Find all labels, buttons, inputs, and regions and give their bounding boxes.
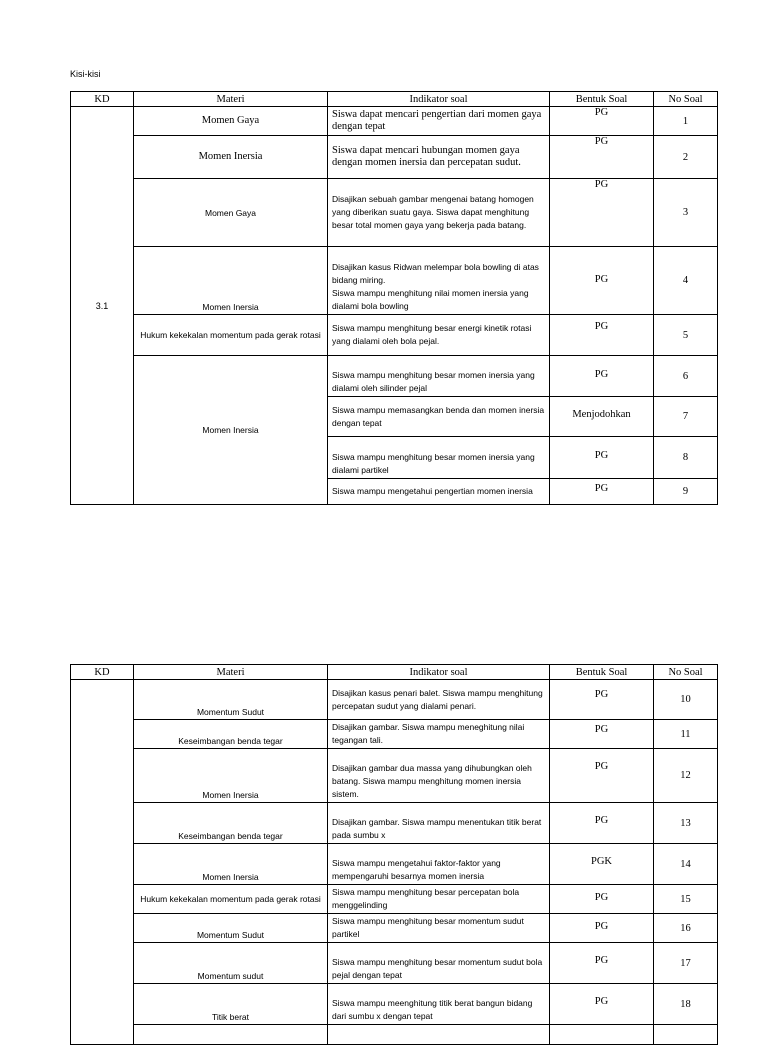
table-row [71, 136, 718, 179]
no-cell: 7 [654, 397, 718, 437]
no-cell: 18 [654, 984, 718, 1025]
table-row [71, 247, 718, 315]
indikator-cell: Disajikan gambar. Siswa mampu meneghitung nilai tegangan tali. [328, 720, 550, 749]
no-cell: 5 [654, 315, 718, 356]
materi-cell [134, 1025, 328, 1045]
materi-cell: Momentum sudut [134, 943, 328, 984]
table-row [71, 720, 718, 749]
no-cell: 4 [654, 247, 718, 315]
header-indikator: Indikator soal [328, 665, 550, 680]
indikator-cell: Siswa dapat mencari pengertian dari momen gaya dengan tepat [328, 107, 550, 136]
bentuk-cell: PG [550, 247, 654, 315]
indikator-cell: Siswa mampu menghitung besar momen inersia yang dialami oleh silinder pejal [328, 356, 550, 397]
bentuk-cell: PG [550, 803, 654, 844]
materi-cell: Keseimbangan benda tegar [134, 720, 328, 749]
no-cell: 3 [654, 179, 718, 247]
bentuk-cell: PG [550, 914, 654, 943]
kisi-kisi-table-2 [70, 664, 718, 1045]
no-cell: 8 [654, 437, 718, 479]
no-cell: 11 [654, 720, 718, 749]
indikator-cell: Siswa mampu meenghitung titik berat bangun bidang dari sumbu x dengan tepat [328, 984, 550, 1025]
indikator-cell [328, 1025, 550, 1045]
table-row [71, 1025, 718, 1045]
indikator-cell: Disajikan kasus penari balet. Siswa mampu menghitung percepatan sudut yang dialami penari. [328, 680, 550, 720]
materi-cell: Momen Gaya [134, 107, 328, 136]
table-row [71, 844, 718, 885]
header-bentuk-soal: Bentuk Soal [550, 665, 654, 680]
no-cell: 12 [654, 749, 718, 803]
bentuk-cell: PG [550, 749, 654, 803]
table-row [71, 803, 718, 844]
no-cell: 14 [654, 844, 718, 885]
materi-cell: Momen Inersia [134, 136, 328, 179]
indikator-cell: Disajikan gambar dua massa yang dihubungkan oleh batang. Siswa mampu menghitung momen inersia sistem. [328, 749, 550, 803]
document-caption: Kisi-kisi [70, 69, 101, 79]
no-cell: 15 [654, 885, 718, 914]
kisi-kisi-table-1 [70, 91, 718, 505]
bentuk-cell: PG [550, 136, 654, 179]
no-cell: 16 [654, 914, 718, 943]
materi-cell: Momen Inersia [134, 844, 328, 885]
bentuk-cell: PG [550, 680, 654, 720]
table-row [71, 179, 718, 247]
materi-cell: Hukum kekekalan momentum pada gerak rotasi [134, 315, 328, 356]
header-kd: KD [71, 665, 134, 680]
materi-cell: Keseimbangan benda tegar [134, 803, 328, 844]
materi-cell: Momen Inersia [134, 247, 328, 315]
bentuk-cell: PG [550, 315, 654, 356]
indikator-cell: Siswa mampu mengetahui faktor-faktor yang mempengaruhi besarnya momen inersia [328, 844, 550, 885]
no-cell: 13 [654, 803, 718, 844]
table-header-row [71, 665, 718, 680]
no-cell: 10 [654, 680, 718, 720]
indikator-cell: Siswa mampu mengetahui pengertian momen inersia [328, 479, 550, 505]
header-no-soal: No Soal [654, 665, 718, 680]
header-materi: Materi [134, 92, 328, 107]
bentuk-cell: PG [550, 356, 654, 397]
indikator-cell: Siswa mampu menghitung besar percepatan bola menggelinding [328, 885, 550, 914]
table-row [71, 680, 718, 720]
no-cell: 17 [654, 943, 718, 984]
materi-cell: Momentum Sudut [134, 680, 328, 720]
bentuk-cell: PG [550, 943, 654, 984]
indikator-cell: Disajikan sebuah gambar mengenai batang homogen yang diberikan suatu gaya. Siswa dapat menghitung besar total momen gaya yang bekerja pada batang. [328, 179, 550, 247]
bentuk-cell: PG [550, 885, 654, 914]
bentuk-cell [550, 1025, 654, 1045]
header-materi: Materi [134, 665, 328, 680]
no-cell: 1 [654, 107, 718, 136]
indikator-cell: Siswa mampu memasangkan benda dan momen inersia dengan tepat [328, 397, 550, 437]
table-row [71, 315, 718, 356]
no-cell: 2 [654, 136, 718, 179]
table-row [71, 749, 718, 803]
materi-cell: Momentum Sudut [134, 914, 328, 943]
indikator-cell: Disajikan gambar. Siswa mampu menentukan titik berat pada sumbu x [328, 803, 550, 844]
bentuk-cell: PG [550, 107, 654, 136]
table-row [71, 885, 718, 914]
table-row [71, 984, 718, 1025]
materi-cell: Momen Gaya [134, 179, 328, 247]
table-header-row [71, 92, 718, 107]
indikator-cell: Siswa mampu menghitung besar momentum sudut bola pejal dengan tepat [328, 943, 550, 984]
materi-cell: Momen Inersia [134, 749, 328, 803]
no-cell [654, 1025, 718, 1045]
header-no-soal: No Soal [654, 92, 718, 107]
table-row [71, 356, 718, 397]
kd-cell: 3.1 [71, 107, 134, 505]
indikator-cell: Siswa dapat mencari hubungan momen gaya dengan momen inersia dan percepatan sudut. [328, 136, 550, 179]
no-cell: 9 [654, 479, 718, 505]
bentuk-cell: PG [550, 179, 654, 247]
header-bentuk-soal: Bentuk Soal [550, 92, 654, 107]
header-indikator: Indikator soal [328, 92, 550, 107]
table-row [71, 943, 718, 984]
indikator-cell: Siswa mampu menghitung besar momentum sudut partikel [328, 914, 550, 943]
bentuk-cell: Menjodohkan [550, 397, 654, 437]
bentuk-cell: PG [550, 984, 654, 1025]
bentuk-cell: PGK [550, 844, 654, 885]
bentuk-cell: PG [550, 720, 654, 749]
kd-cell [71, 680, 134, 1045]
bentuk-cell: PG [550, 437, 654, 479]
materi-cell: Titik berat [134, 984, 328, 1025]
indikator-cell: Siswa mampu menghitung besar energi kinetik rotasi yang dialami oleh bola pejal. [328, 315, 550, 356]
materi-cell: Hukum kekekalan momentum pada gerak rotasi [134, 885, 328, 914]
table-row [71, 107, 718, 136]
materi-cell: Momen Inersia [134, 356, 328, 505]
no-cell: 6 [654, 356, 718, 397]
header-kd: KD [71, 92, 134, 107]
bentuk-cell: PG [550, 479, 654, 505]
indikator-cell: Siswa mampu menghitung besar momen inersia yang dialami partikel [328, 437, 550, 479]
indikator-cell: Disajikan kasus Ridwan melempar bola bowling di atas bidang miring. Siswa mampu menghitung nilai momen inersia yang dialami bola bowling [328, 247, 550, 315]
table-row [71, 914, 718, 943]
